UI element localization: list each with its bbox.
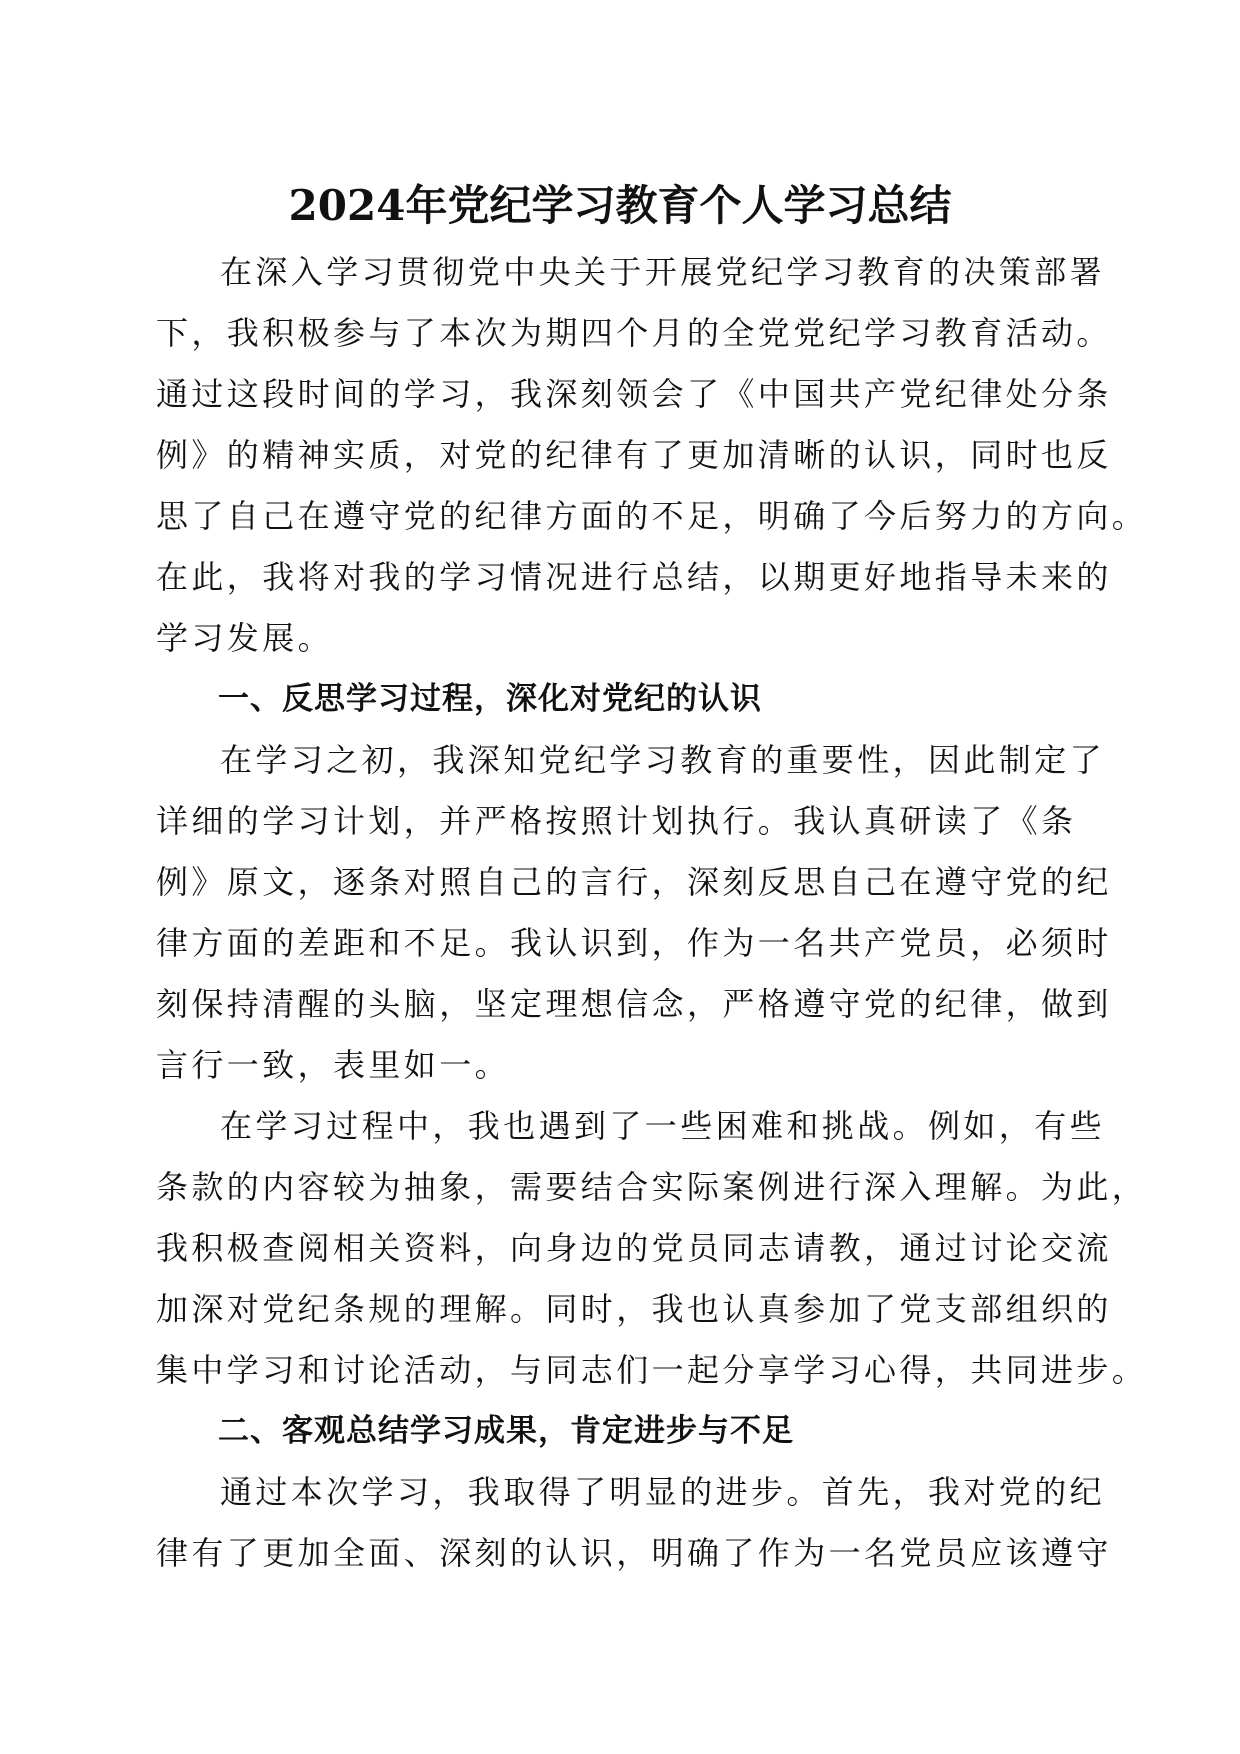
paragraph-section2-a (156, 1462, 1112, 1584)
text-line: 律方面的差距和不足。我认识到，作为一名共产党员，必须时 (156, 924, 1112, 962)
section-heading-2: 二、客观总结学习成果，肯定进步与不足 (218, 1413, 794, 1449)
text-line: 在深入学习贯彻党中央关于开展党纪学习教育的决策部署 (220, 253, 1106, 291)
section-heading-1: 一、反思学习过程，深化对党纪的认识 (218, 681, 762, 717)
text-line: 通过本次学习，我取得了明显的进步。首先，我对党的纪 (220, 1473, 1106, 1511)
text-line: 律有了更加全面、深刻的认识，明确了作为一名党员应该遵守 (156, 1534, 1112, 1572)
paragraph-intro (156, 242, 1148, 669)
text-line: 集中学习和讨论活动，与同志们一起分享学习心得，共同进步。 (156, 1351, 1148, 1389)
text-line: 我积极查阅相关资料，向身边的党员同志请教，通过讨论交流 (156, 1229, 1112, 1267)
text-line: 刻保持清醒的头脑，坚定理想信念，严格遵守党的纪律，做到 (156, 985, 1112, 1023)
text-line: 加深对党纪条规的理解。同时，我也认真参加了党支部组织的 (156, 1290, 1112, 1328)
text-line: 下，我积极参与了本次为期四个月的全党党纪学习教育活动。 (156, 314, 1112, 352)
text-line: 例》原文，逐条对照自己的言行，深刻反思自己在遵守党的纪 (156, 863, 1112, 901)
text-line: 在此，我将对我的学习情况进行总结，以期更好地指导未来的 (156, 558, 1112, 596)
text-line: 言行一致，表里如一。 (156, 1046, 511, 1084)
paragraph-section1-a (156, 730, 1112, 1096)
text-line: 例》的精神实质，对党的纪律有了更加清晰的认识，同时也反 (156, 436, 1112, 474)
text-line: 在学习之初，我深知党纪学习教育的重要性，因此制定了 (220, 741, 1106, 779)
document-title: 2024年党纪学习教育个人学习总结 (288, 181, 952, 230)
text-line: 通过这段时间的学习，我深刻领会了《中国共产党纪律处分条 (156, 375, 1112, 413)
text-line: 学习发展。 (156, 619, 334, 657)
text-line: 思了自己在遵守党的纪律方面的不足，明确了今后努力的方向。 (156, 497, 1148, 535)
document-body (156, 242, 1148, 1584)
paragraph-section1-b (156, 1096, 1148, 1401)
text-line: 条款的内容较为抽象，需要结合实际案例进行深入理解。为此， (156, 1168, 1148, 1206)
text-line: 详细的学习计划，并严格按照计划执行。我认真研读了《条 (156, 802, 1077, 840)
text-line: 在学习过程中，我也遇到了一些困难和挑战。例如，有些 (220, 1107, 1106, 1145)
